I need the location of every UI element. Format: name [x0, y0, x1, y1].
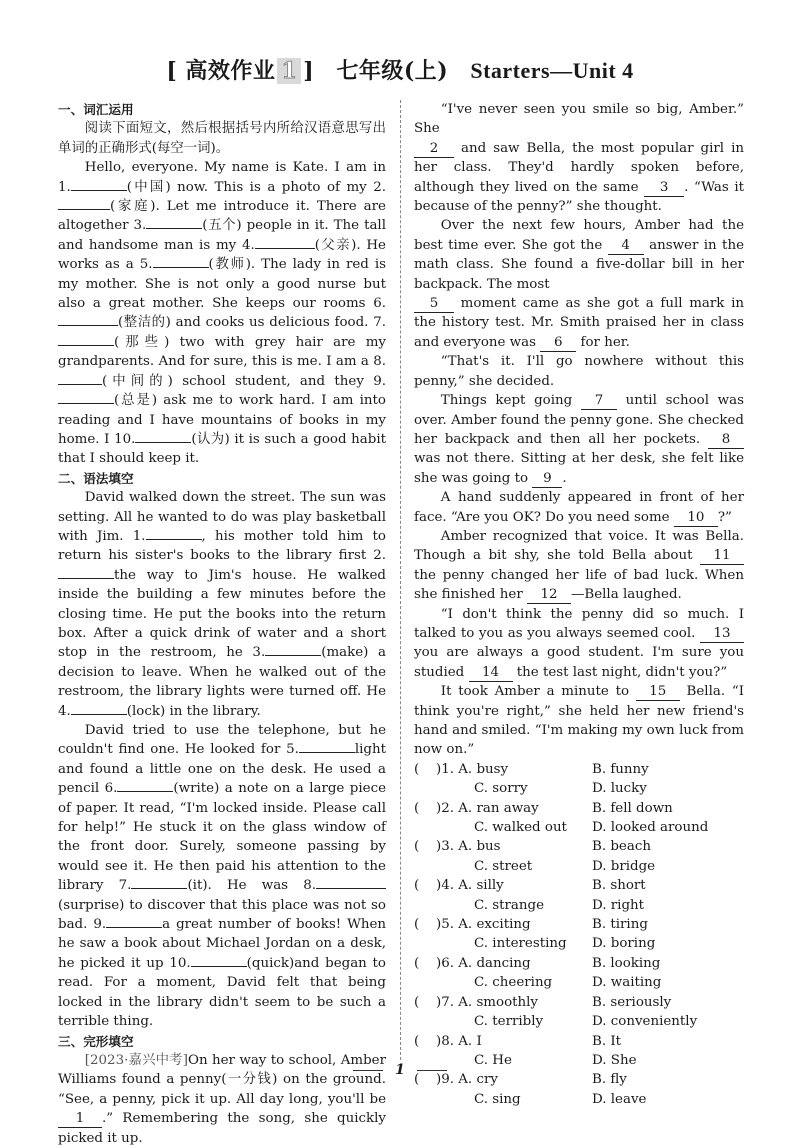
answer-blank[interactable]: 6 — [540, 335, 576, 352]
header-grade: 七年级(上) — [336, 58, 449, 84]
page-number: 1 — [395, 1062, 405, 1078]
answer-blank[interactable] — [131, 888, 187, 889]
option-row[interactable]: C. He D. She — [474, 1052, 637, 1068]
cloze-paragraph: It took Amber a minute to 15 Bella. “I think you're right,” she held her new friend's hand and smiled. “I'm making my own luck from now on.” — [414, 684, 744, 758]
options-list — [414, 760, 744, 1109]
cloze-paragraph: Amber recognized that voice. It was Bella. Though a bit shy, she told Bella about 11 the penny changed her life of bad luck. When she finished her 12 —Bella laughed. — [414, 528, 744, 603]
page-footer — [0, 1062, 800, 1078]
answer-blank[interactable]: 10 — [674, 510, 718, 527]
cloze-paragraph: “I don't think the penny did so much. I talked to you as you always seemed cool. 13 you are always a good student. I'm sure you studied 14 the test last night, didn't you?” — [414, 606, 744, 680]
answer-blank[interactable]: 2 — [414, 141, 454, 158]
section1-passage: Hello, everyone. My name is Kate. I am in 1. (中国) now. This is a photo of my 2.(家庭). Let me introduce it. There are altogether 3. (五个) people in it. The tall and handsome man is my 4. (父亲). He works as a 5. (教师). The lady in red is my mother. She is not only a good nurse but also a great mother. She keeps our rooms 6.(整洁的) and cooks us delicious food. 7.(那些) two with grey hair are my grandparents. And for sure, this is me. I am a 8.(中间的) school student, and they 9.(总是) ask me to work hard. I am into reading and I have mountains of books in my home. I 10. (认为) it is such a good habit that I should keep it. — [58, 160, 386, 467]
answer-blank[interactable] — [135, 442, 191, 443]
answer-blank[interactable] — [58, 345, 114, 346]
option-row[interactable]: ( )8. A. I B. It — [414, 1033, 622, 1049]
answer-blank[interactable] — [58, 403, 114, 404]
answer-blank[interactable] — [191, 966, 247, 967]
section3-heading: 三、完形填空 — [58, 1033, 134, 1049]
cloze-paragraph: “I've never seen you smile so big, Amber.” She 2 and saw Bella, the most popular girl in her class. They'd hardly spoken before, although they lived on the same 3 . “Was it because of the penny?” she thought. — [414, 102, 745, 215]
option-row[interactable]: ( )5. A. exciting B. tiring — [414, 917, 648, 933]
section1-heading: 一、词汇运用 — [58, 102, 134, 117]
answer-blank[interactable]: 3 — [644, 180, 684, 197]
option-row[interactable]: ( )9. A. cry B. fly — [414, 1072, 627, 1088]
answer-blank[interactable] — [265, 655, 321, 656]
bracket-open: [ — [166, 58, 178, 84]
answer-blank[interactable] — [316, 888, 386, 889]
answer-blank[interactable]: 4 — [608, 238, 644, 255]
cloze-paragraph: Things kept going 7 until school was over. Amber found the penny gone. She checked her backpack and then all her pockets. 8 was not there. Sitting at her desk, she felt like she was going to 9 . — [414, 393, 744, 486]
answer-blank[interactable] — [146, 228, 202, 229]
page-header — [0, 54, 800, 85]
answer-blank[interactable] — [255, 248, 315, 249]
option-row[interactable]: C. terribly D. conveniently — [474, 1014, 698, 1030]
answer-blank[interactable]: 14 — [469, 665, 513, 682]
answer-blank[interactable]: 12 — [527, 587, 571, 604]
column-divider — [400, 100, 401, 1060]
header-number-badge: 1 — [277, 58, 301, 84]
answer-blank[interactable] — [71, 190, 127, 191]
option-row[interactable]: C. sing D. leave — [474, 1091, 647, 1107]
answer-blank[interactable]: 11 — [700, 548, 744, 565]
option-row[interactable]: ( )7. A. smoothly B. seriously — [414, 994, 672, 1010]
option-row[interactable]: C. walked out D. looked around — [474, 820, 709, 836]
answer-blank[interactable] — [299, 752, 355, 753]
option-row[interactable]: ( )2. A. ran away B. fell down — [414, 800, 673, 816]
right-column — [414, 100, 744, 1109]
answer-blank[interactable]: 13 — [700, 626, 744, 643]
option-row[interactable]: C. street D. bridge — [474, 858, 656, 874]
section2-paragraph: David tried to use the telephone, but he couldn't find one. He looked for 5. light and found a little one on the desk. He used a pencil 6. (write) a note on a large piece of paper. It read, “I'm locked inside. Please call for help!” He stuck it on the glass window of the front door. Surely, someone passing by would see it. He then paid his attention to the library 7. (it). He was 8.(surprise) to discover that this place was not so bad. 9. a great number of books! When he saw a book about Michael Jordan on a desk, he picked it up 10. (quick)and began to read. For a moment, David felt that being locked in the library didn't seem to be such a terrible thing. — [58, 723, 387, 1030]
option-row[interactable]: C. cheering D. waiting — [474, 975, 662, 991]
answer-blank[interactable] — [58, 384, 102, 385]
answer-blank[interactable] — [106, 927, 162, 928]
answer-blank[interactable] — [58, 209, 110, 210]
cloze-paragraph: A hand suddenly appeared in front of her face. “Are you OK? Do you need some 10 ?” — [414, 490, 744, 525]
answer-blank[interactable]: 8 — [708, 432, 744, 449]
answer-blank[interactable]: 9 — [532, 471, 562, 488]
option-row[interactable]: ( )1. A. busy B. funny — [414, 761, 649, 777]
option-row[interactable]: C. sorry D. lucky — [474, 781, 647, 797]
answer-blank[interactable]: 15 — [636, 684, 680, 701]
section2-paragraph: David walked down the street. The sun was setting. All he wanted to do was play basketball with Jim. 1. , his mother told him to return his sister's books to the library first 2.the way to Jim's house. He walked inside the building a few minutes before the closing time. He put the books into the return box. After a quick drink of water and a short stop in the restroom, he 3. (make) a decision to leave. When he walked out of the restroom, the library lights were turned off. He 4. (lock) in the library. — [58, 490, 386, 719]
answer-blank[interactable] — [153, 267, 209, 268]
section2-heading: 二、语法填空 — [58, 470, 134, 486]
answer-blank[interactable]: 7 — [581, 393, 617, 410]
answer-blank[interactable] — [58, 325, 118, 326]
answer-blank[interactable] — [71, 714, 127, 715]
cloze-paragraph: “That's it. I'll go nowhere without this penny,” she decided. — [414, 354, 744, 389]
option-row[interactable]: C. interesting D. boring — [474, 936, 656, 952]
cloze-paragraph: Over the next few hours, Amber had the best time ever. She got the 4 answer in the math class. She found a five-dollar bill in her backpack. The most 5 moment came as she got a full mark in the history test. Mr. Smith praised her in class and everyone was 6 for her. — [414, 218, 744, 350]
source-tag: [2023·嘉兴中考] — [84, 1052, 188, 1068]
left-column — [58, 100, 386, 1148]
answer-blank[interactable] — [117, 791, 173, 792]
answer-blank[interactable] — [146, 539, 202, 540]
bracket-close: ] — [303, 58, 315, 84]
section3-paragraph: [2023·嘉兴中考]On her way to school, Amber Williams found a penny(一分钱) on the ground. “See, a penny, pick it up. All day long, you'll be 1 .” Remembering the song, she quickly picked it up. — [58, 1052, 386, 1146]
answer-blank[interactable]: 1 — [58, 1111, 102, 1128]
header-title: 高效作业 — [185, 58, 276, 84]
option-row[interactable]: ( )3. A. bus B. beach — [414, 839, 651, 855]
option-row[interactable]: C. strange D. right — [474, 897, 645, 913]
header-unit: Starters—Unit 4 — [470, 58, 634, 83]
answer-blank[interactable]: 5 — [414, 296, 454, 313]
section1-instruction: 阅读下面短文，然后根据括号内所给汉语意思写出单词的正确形式(每空一词)。 — [58, 121, 386, 156]
option-row[interactable]: ( )6. A. dancing B. looking — [414, 955, 661, 971]
option-row[interactable]: ( )4. A. silly B. short — [414, 878, 646, 894]
answer-blank[interactable] — [58, 578, 114, 579]
